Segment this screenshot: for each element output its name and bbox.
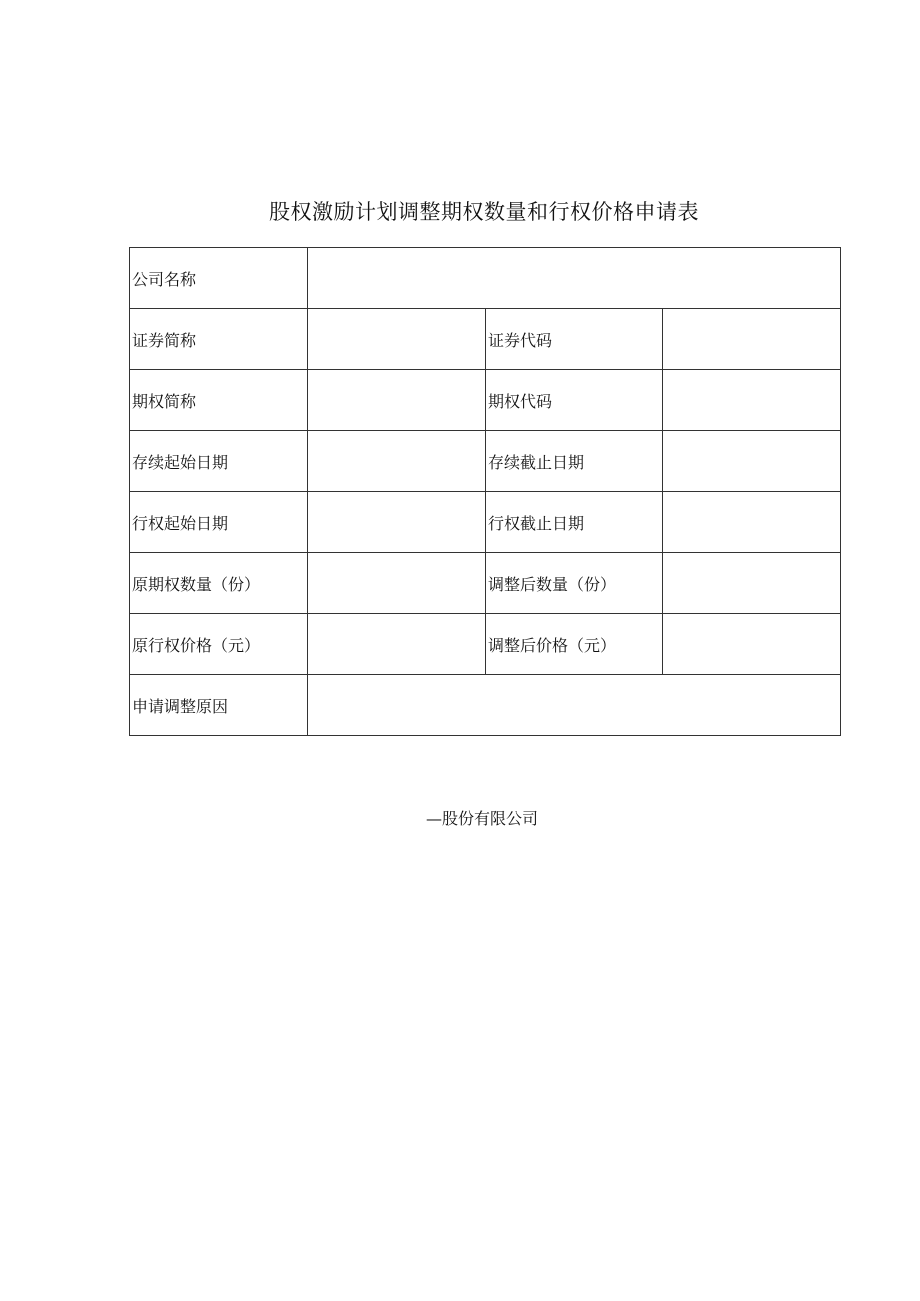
company-name-field[interactable]: [308, 248, 841, 309]
duration-end-date-label: 存续截止日期: [486, 431, 663, 492]
exercise-start-date-label: 行权起始日期: [130, 492, 308, 553]
original-exercise-price-label: 原行权价格（元）: [130, 614, 308, 675]
option-code-label: 期权代码: [486, 370, 663, 431]
table-row: [130, 248, 841, 309]
company-name-label: 公司名称: [130, 248, 308, 309]
adjusted-price-label: 调整后价格（元）: [486, 614, 663, 675]
exercise-start-date-field[interactable]: [308, 492, 486, 553]
table-row: [130, 675, 841, 736]
duration-end-date-field[interactable]: [663, 431, 841, 492]
security-short-name-label: 证券简称: [130, 309, 308, 370]
option-short-name-field[interactable]: [308, 370, 486, 431]
company-signature-line: —股份有限公司: [426, 809, 539, 828]
original-option-quantity-label: 原期权数量（份）: [130, 553, 308, 614]
table-row: [130, 309, 841, 370]
original-option-quantity-field[interactable]: [308, 553, 486, 614]
security-code-field[interactable]: [663, 309, 841, 370]
option-short-name-label: 期权简称: [130, 370, 308, 431]
table-row: [130, 431, 841, 492]
adjusted-price-field[interactable]: [663, 614, 841, 675]
table-row: [130, 614, 841, 675]
original-exercise-price-field[interactable]: [308, 614, 486, 675]
security-code-label: 证券代码: [486, 309, 663, 370]
application-form-table: [129, 247, 841, 736]
exercise-end-date-field[interactable]: [663, 492, 841, 553]
exercise-end-date-label: 行权截止日期: [486, 492, 663, 553]
security-short-name-field[interactable]: [308, 309, 486, 370]
adjustment-reason-field[interactable]: [308, 675, 841, 736]
table-row: [130, 370, 841, 431]
option-code-field[interactable]: [663, 370, 841, 431]
page-title: 股权激励计划调整期权数量和行权价格申请表: [269, 200, 699, 224]
table-row: [130, 492, 841, 553]
duration-start-date-field[interactable]: [308, 431, 486, 492]
adjusted-quantity-field[interactable]: [663, 553, 841, 614]
duration-start-date-label: 存续起始日期: [130, 431, 308, 492]
adjusted-quantity-label: 调整后数量（份）: [486, 553, 663, 614]
table-row: [130, 553, 841, 614]
adjustment-reason-label: 申请调整原因: [130, 675, 308, 736]
